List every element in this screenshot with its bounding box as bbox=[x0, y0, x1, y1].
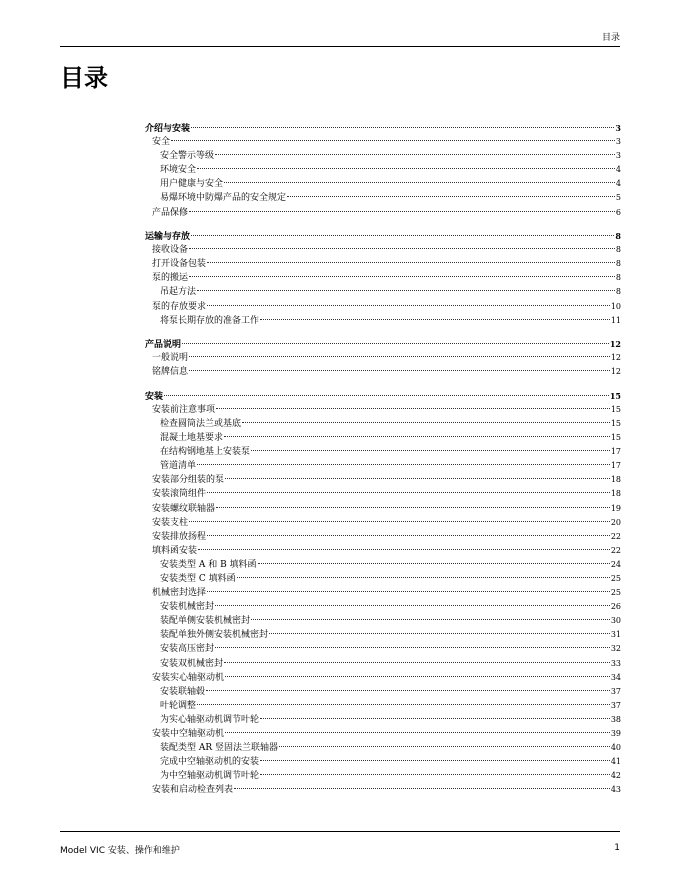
toc-chapter-entry[interactable] bbox=[145, 121, 621, 135]
toc-entry-page: 18 bbox=[610, 489, 621, 499]
toc-entry[interactable] bbox=[145, 572, 621, 586]
dot-leader bbox=[207, 492, 610, 493]
toc-entry-title: 为中空轴驱动机调节叶轮 bbox=[160, 771, 260, 782]
toc-entry-page: 40 bbox=[610, 743, 621, 753]
toc-entry-title: 安装部分组装的泵 bbox=[152, 475, 225, 486]
toc-entry-page: 10 bbox=[610, 301, 621, 311]
dot-leader bbox=[197, 704, 610, 705]
toc-section bbox=[145, 121, 621, 220]
toc-entry-page: 8 bbox=[615, 245, 621, 255]
dot-leader bbox=[189, 276, 615, 277]
toc-entry[interactable] bbox=[145, 642, 621, 656]
dot-leader bbox=[189, 211, 615, 212]
dot-leader bbox=[224, 182, 615, 183]
running-header: 目录 bbox=[601, 33, 620, 43]
toc-entry-page: 15 bbox=[609, 390, 621, 401]
toc-entry-page: 12 bbox=[610, 353, 621, 363]
toc-entry-title: 安装类型 C 填料函 bbox=[160, 573, 236, 584]
dot-leader bbox=[189, 356, 610, 357]
toc-entry-page: 26 bbox=[610, 602, 621, 612]
dot-leader bbox=[182, 343, 609, 344]
toc-entry-page: 4 bbox=[615, 179, 621, 189]
toc-entry-title: 产品说明 bbox=[145, 340, 182, 351]
toc-entry-title: 安装螺纹联轴器 bbox=[152, 503, 216, 514]
toc-entry-title: 泵的存放要求 bbox=[152, 301, 207, 312]
dot-leader bbox=[260, 319, 610, 320]
footer-page-number: 1 bbox=[614, 843, 620, 853]
toc-entry[interactable] bbox=[145, 257, 621, 271]
toc-entry-title: 接收设备 bbox=[152, 245, 189, 256]
toc-entry-title: 检查圆筒法兰或基底 bbox=[160, 418, 242, 429]
dot-leader bbox=[242, 422, 610, 423]
dot-leader bbox=[260, 760, 610, 761]
toc-entry-page: 31 bbox=[610, 630, 621, 640]
dot-leader bbox=[191, 127, 614, 128]
toc-entry[interactable] bbox=[145, 727, 621, 741]
dot-leader bbox=[207, 591, 610, 592]
dot-leader bbox=[189, 521, 610, 522]
toc-entry[interactable] bbox=[145, 271, 621, 285]
toc-entry-title: 混凝土地基要求 bbox=[160, 433, 224, 444]
dot-leader bbox=[197, 464, 610, 465]
toc-entry-title: 安装支柱 bbox=[152, 517, 189, 528]
dot-leader bbox=[197, 168, 615, 169]
dot-leader bbox=[251, 619, 610, 620]
dot-leader bbox=[216, 507, 610, 508]
dot-leader bbox=[225, 478, 610, 479]
toc-entry[interactable] bbox=[145, 516, 621, 530]
toc-entry-title: 安装 bbox=[145, 391, 164, 402]
toc-entry[interactable] bbox=[145, 755, 621, 769]
toc-entry-page: 39 bbox=[610, 729, 621, 739]
toc-entry[interactable] bbox=[145, 657, 621, 671]
toc-entry-page: 17 bbox=[610, 447, 621, 457]
footer-rule bbox=[60, 831, 620, 832]
toc-entry-page: 18 bbox=[610, 475, 621, 485]
dot-leader bbox=[215, 154, 615, 155]
toc-entry-page: 22 bbox=[610, 545, 621, 555]
toc-entry-title: 装配类型 AR 竖固法兰联轴器 bbox=[160, 743, 278, 754]
toc-entry-title: 装配单独外侧安装机械密封 bbox=[160, 630, 269, 641]
toc-entry-page: 15 bbox=[610, 404, 621, 414]
toc-section bbox=[145, 229, 621, 328]
dot-leader bbox=[260, 718, 610, 719]
toc-entry[interactable] bbox=[145, 741, 621, 755]
toc-entry[interactable] bbox=[145, 149, 621, 163]
toc-entry[interactable] bbox=[145, 502, 621, 516]
page-title: 目录 bbox=[60, 64, 108, 92]
dot-leader bbox=[224, 436, 610, 437]
toc-entry-page: 17 bbox=[610, 461, 621, 471]
toc-entry-page: 6 bbox=[615, 207, 621, 217]
toc-entry-title: 将泵长期存放的准备工作 bbox=[160, 315, 260, 326]
toc-entry-page: 8 bbox=[615, 259, 621, 269]
dot-leader bbox=[207, 262, 615, 263]
toc-entry-page: 19 bbox=[610, 503, 621, 513]
toc-entry-page: 30 bbox=[610, 616, 621, 626]
toc-entry-title: 介绍与安装 bbox=[145, 124, 191, 134]
toc-entry[interactable] bbox=[145, 473, 621, 487]
toc-entry-title: 管道清单 bbox=[160, 461, 197, 472]
toc-entry[interactable] bbox=[145, 351, 621, 365]
dot-leader bbox=[207, 305, 610, 306]
toc-entry-title: 环境安全 bbox=[160, 165, 197, 176]
toc-entry-title: 吊起方法 bbox=[160, 287, 197, 298]
toc-entry[interactable] bbox=[145, 445, 621, 459]
toc-entry-page: 37 bbox=[610, 686, 621, 696]
toc-entry-page: 15 bbox=[610, 418, 621, 428]
toc-chapter-entry[interactable] bbox=[145, 389, 621, 403]
toc-entry-page: 3 bbox=[615, 137, 621, 147]
dot-leader bbox=[234, 788, 610, 789]
dot-leader bbox=[207, 535, 610, 536]
toc-entry-title: 安装实心轴驱动机 bbox=[152, 672, 225, 683]
dot-leader bbox=[198, 549, 610, 550]
toc-entry[interactable] bbox=[145, 614, 621, 628]
toc-entry[interactable] bbox=[145, 586, 621, 600]
dot-leader bbox=[251, 450, 610, 451]
toc-entry[interactable] bbox=[145, 285, 621, 299]
toc-entry[interactable] bbox=[145, 191, 621, 205]
toc-entry[interactable] bbox=[145, 487, 621, 501]
toc-entry-page: 25 bbox=[610, 588, 621, 598]
toc-entry[interactable] bbox=[145, 685, 621, 699]
toc-entry[interactable] bbox=[145, 431, 621, 445]
header-rule bbox=[60, 46, 620, 47]
toc-entry-title: 运输与存放 bbox=[145, 232, 191, 243]
toc-entry-title: 安装中空轴驱动机 bbox=[152, 729, 225, 740]
toc-entry-page: 38 bbox=[610, 714, 621, 724]
dot-leader bbox=[224, 662, 610, 663]
toc-entry-page: 22 bbox=[610, 531, 621, 541]
toc-entry-page: 33 bbox=[610, 658, 621, 668]
toc-entry-title: 完成中空轴驱动机的安装 bbox=[160, 757, 260, 768]
toc-entry-page: 11 bbox=[610, 315, 621, 325]
toc-entry-page: 32 bbox=[610, 644, 621, 654]
toc-entry-page: 42 bbox=[610, 771, 621, 781]
toc-entry-title: 用户健康与安全 bbox=[160, 179, 224, 190]
toc-entry-title: 一般说明 bbox=[152, 353, 189, 364]
toc-entry-title: 泵的搬运 bbox=[152, 273, 189, 284]
dot-leader bbox=[237, 577, 610, 578]
toc-entry-title: 铭牌信息 bbox=[152, 367, 189, 378]
toc-entry[interactable] bbox=[145, 314, 621, 328]
toc-entry[interactable] bbox=[145, 600, 621, 614]
footer-document-title: Model VIC 安装、操作和维护 bbox=[60, 846, 180, 856]
toc-entry-page: 8 bbox=[615, 287, 621, 297]
dot-leader bbox=[189, 370, 610, 371]
toc-section bbox=[145, 337, 621, 379]
toc-entry-page: 43 bbox=[610, 785, 621, 795]
toc-entry-title: 机械密封选择 bbox=[152, 588, 207, 599]
toc-entry-title: 安装双机械密封 bbox=[160, 658, 224, 669]
toc-entry-page: 41 bbox=[610, 757, 621, 767]
toc-entry-title: 产品保修 bbox=[152, 207, 189, 218]
toc-entry[interactable] bbox=[145, 628, 621, 642]
toc-entry-title: 安装高压密封 bbox=[160, 644, 215, 655]
toc-entry-title: 安全 bbox=[152, 137, 171, 148]
toc-chapter-entry[interactable] bbox=[145, 337, 621, 351]
toc-entry[interactable] bbox=[145, 177, 621, 191]
dot-leader bbox=[164, 395, 609, 396]
toc-entry[interactable] bbox=[145, 769, 621, 783]
toc-entry-title: 安装排放扬程 bbox=[152, 531, 207, 542]
dot-leader bbox=[189, 248, 615, 249]
toc-entry-page: 8 bbox=[615, 273, 621, 283]
toc-entry[interactable] bbox=[145, 300, 621, 314]
dot-leader bbox=[287, 196, 615, 197]
toc-entry-title: 为实心轴驱动机调节叶轮 bbox=[160, 714, 260, 725]
dot-leader bbox=[191, 235, 614, 236]
toc-entry-page: 20 bbox=[610, 517, 621, 527]
toc-entry-page: 8 bbox=[615, 231, 621, 242]
toc-entry-title: 填料函安装 bbox=[152, 545, 198, 556]
toc-entry[interactable] bbox=[145, 713, 621, 727]
toc-section bbox=[145, 389, 621, 798]
toc-entry-page: 3 bbox=[615, 123, 621, 133]
toc-entry[interactable] bbox=[145, 403, 621, 417]
toc-entry[interactable] bbox=[145, 365, 621, 379]
toc-chapter-entry[interactable] bbox=[145, 229, 621, 243]
dot-leader bbox=[260, 774, 610, 775]
toc-entry-title: 安装和启动检查列表 bbox=[152, 785, 234, 796]
dot-leader bbox=[215, 647, 610, 648]
toc-entry-page: 5 bbox=[615, 193, 621, 203]
dot-leader bbox=[215, 605, 610, 606]
toc-entry-page: 12 bbox=[609, 339, 621, 350]
toc-entry-title: 在结构钢地基上安装泵 bbox=[160, 447, 251, 458]
toc-entry[interactable] bbox=[145, 530, 621, 544]
toc-entry[interactable] bbox=[145, 699, 621, 713]
toc-entry[interactable] bbox=[145, 163, 621, 177]
dot-leader bbox=[171, 140, 615, 141]
dot-leader bbox=[258, 563, 610, 564]
toc-entry[interactable] bbox=[145, 243, 621, 257]
toc-entry-page: 3 bbox=[615, 151, 621, 161]
toc-entry-page: 24 bbox=[610, 559, 621, 569]
toc-entry[interactable] bbox=[145, 459, 621, 473]
dot-leader bbox=[269, 633, 610, 634]
toc-entry[interactable] bbox=[145, 671, 621, 685]
toc-entry-title: 易爆环境中防爆产品的安全规定 bbox=[160, 193, 287, 204]
toc-entry-page: 12 bbox=[610, 367, 621, 377]
dot-leader bbox=[216, 408, 610, 409]
dot-leader bbox=[206, 690, 610, 691]
dot-leader bbox=[279, 746, 610, 747]
toc-entry-title: 安装滚筒组件 bbox=[152, 489, 207, 500]
toc-entry-title: 安装前注意事项 bbox=[152, 404, 216, 415]
toc-entry[interactable] bbox=[145, 206, 621, 220]
dot-leader bbox=[225, 676, 610, 677]
toc-entry[interactable] bbox=[145, 417, 621, 431]
toc-entry-page: 4 bbox=[615, 165, 621, 175]
toc-entry[interactable] bbox=[145, 558, 621, 572]
table-of-contents bbox=[145, 121, 621, 807]
toc-entry-title: 叶轮调整 bbox=[160, 700, 197, 711]
toc-entry-title: 装配单侧安装机械密封 bbox=[160, 616, 251, 627]
dot-leader bbox=[197, 290, 615, 291]
toc-entry[interactable] bbox=[145, 135, 621, 149]
toc-entry-page: 25 bbox=[610, 573, 621, 583]
toc-entry-page: 34 bbox=[610, 672, 621, 682]
toc-entry-title: 安装联轴毂 bbox=[160, 686, 206, 697]
toc-entry-page: 37 bbox=[610, 700, 621, 710]
toc-entry-title: 安装类型 A 和 B 填料函 bbox=[160, 559, 257, 570]
dot-leader bbox=[225, 732, 610, 733]
toc-entry-title: 打开设备包装 bbox=[152, 259, 207, 270]
toc-entry-page: 15 bbox=[610, 433, 621, 443]
toc-entry-title: 安全警示等级 bbox=[160, 151, 215, 162]
toc-entry-title: 安装机械密封 bbox=[160, 602, 215, 613]
toc-entry[interactable] bbox=[145, 544, 621, 558]
toc-entry[interactable] bbox=[145, 783, 621, 797]
